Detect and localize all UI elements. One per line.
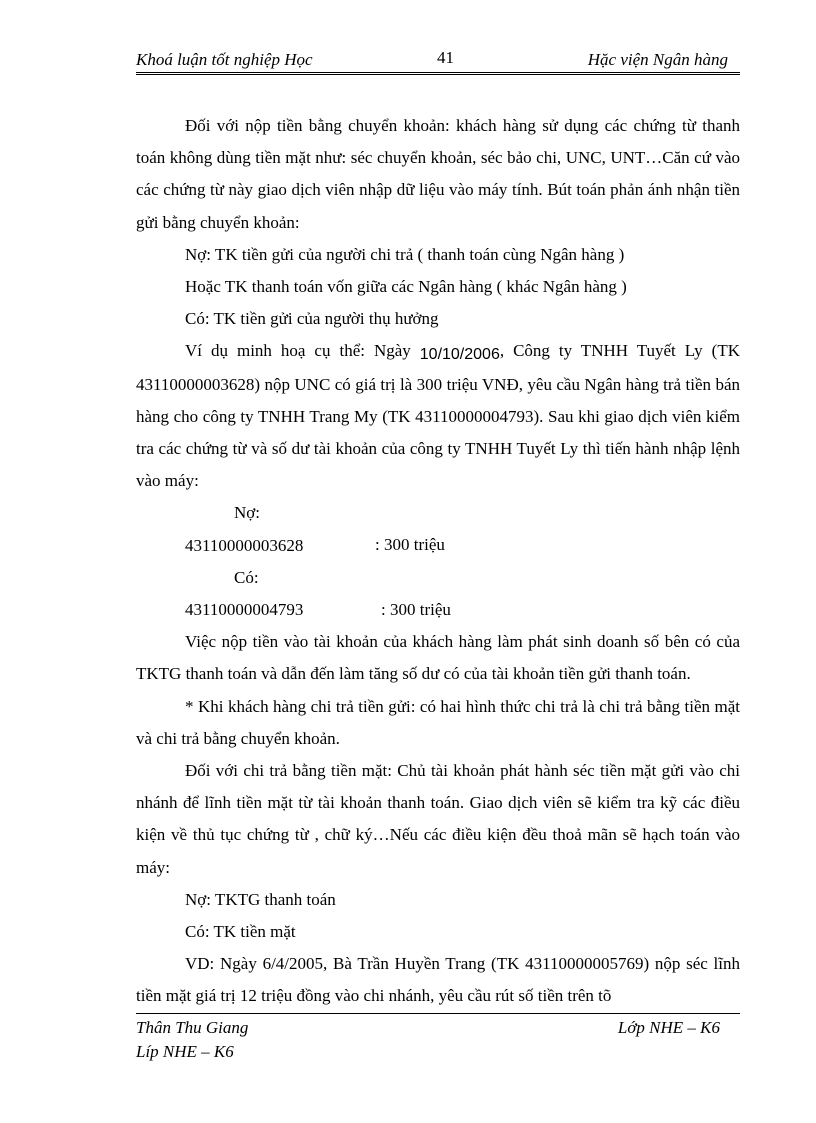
header-institution: Hặc viện Ngân hàng <box>587 50 728 69</box>
paragraph-withdrawal: * Khi khách hàng chi trả tiền gửi: có hai hình thức chi trả là chi trả bằng tiền mặt và chi trả bằng chuyển khoản. <box>136 696 740 748</box>
entry-alt-interbank: Hoặc TK thanh toán vốn giữa các Ngân hàng ( khác Ngân hàng ) <box>185 277 627 297</box>
example-1-date: 10/10/2006 <box>419 346 500 364</box>
entry-credit-beneficiary: Có: TK tiền gửi của người thụ hưởng <box>185 309 439 329</box>
entry-credit-account-number: Có: 43110000004793 <box>185 567 304 620</box>
footer-class-left: Líp NHE – K6 <box>136 1042 234 1061</box>
header-thesis-title: Khoá luận tốt nghiệp Học <box>136 50 313 69</box>
entry-debit-account <box>136 497 740 561</box>
paragraph-turnover: Việc nộp tiền vào tài khoản của khách hàng làm phát sinh doanh số bên có của TKTG thanh toán và dẫn đến làm tăng số dư có của tài khoản tiền gửi thanh toán. <box>136 632 740 684</box>
paragraph-transfer-deposit: Đối với nộp tiền bằng chuyển khoản: khách hàng sử dụng các chứng từ thanh toán không dùng tiền mặt như: séc chuyển khoản, séc bảo chi, UNC, UNT…Căn cứ vào các chứng từ này giao dịch viên nhập dữ liệu vào máy tính. Bút toán phản ánh nhận tiền gửi bằng chuyển khoản: <box>136 116 740 232</box>
entry-credit-amount: : 300 triệu <box>381 600 451 620</box>
entry-debit-amount: : 300 triệu <box>375 535 445 555</box>
paragraph-example-1 <box>136 335 740 497</box>
entry-debit-payer: Nợ: TK tiền gửi của người chi trả ( thanh toán cùng Ngân hàng ) <box>185 244 625 264</box>
paragraph-cash-withdrawal: Đối với chi trả bằng tiền mặt: Chủ tài khoản phát hành séc tiền mặt gửi vào chi nhánh để lĩnh tiền mặt từ tài khoản thanh toán. Giao dịch viên sẽ kiểm tra kỹ các điều kiện về thủ tục chứng từ , chữ ký…Nếu các điều kiện đều thoả mãn sẽ hạch toán vào máy: <box>136 761 740 877</box>
footer-class-right: Lớp NHE – K6 <box>617 1018 720 1037</box>
page-body <box>136 110 740 1013</box>
entry-debit-account-number: Nợ: 43110000003628 <box>185 503 304 555</box>
entry-credit-account <box>136 562 740 626</box>
footer-author: Thân Thu Giang <box>136 1018 249 1037</box>
example-1-intro: Ví dụ minh hoạ cụ thể: Ngày <box>185 341 420 361</box>
page-number: 41 <box>437 48 454 67</box>
example-1-text: , Công ty TNHH Tuyết Ly (TK 43110000003628) nộp UNC có giá trị là 300 triệu VNĐ, yêu cầu Ngân hàng trả tiền bán hàng cho công ty TNHH Trang My (TK 43110000004793). Sau khi giao dịch viên kiểm tra các chứng từ và số dư tài khoản của công ty TNHH Tuyết Ly thì tiến hành nhập lệnh vào máy: <box>136 341 740 491</box>
paragraph-example-2: VD: Ngày 6/4/2005, Bà Trần Huyền Trang (TK 43110000005769) nộp séc lĩnh tiền mặt giá trị 12 triệu đồng vào chi nhánh, yêu cầu rút số tiền trên tõ <box>136 954 740 1006</box>
footer-divider <box>136 1013 740 1014</box>
entry-credit-cash: Có: TK tiền mặt <box>185 922 296 942</box>
page-header <box>136 48 740 72</box>
entry-debit-tktg: Nợ: TKTG thanh toán <box>185 889 336 909</box>
header-divider <box>136 72 740 75</box>
